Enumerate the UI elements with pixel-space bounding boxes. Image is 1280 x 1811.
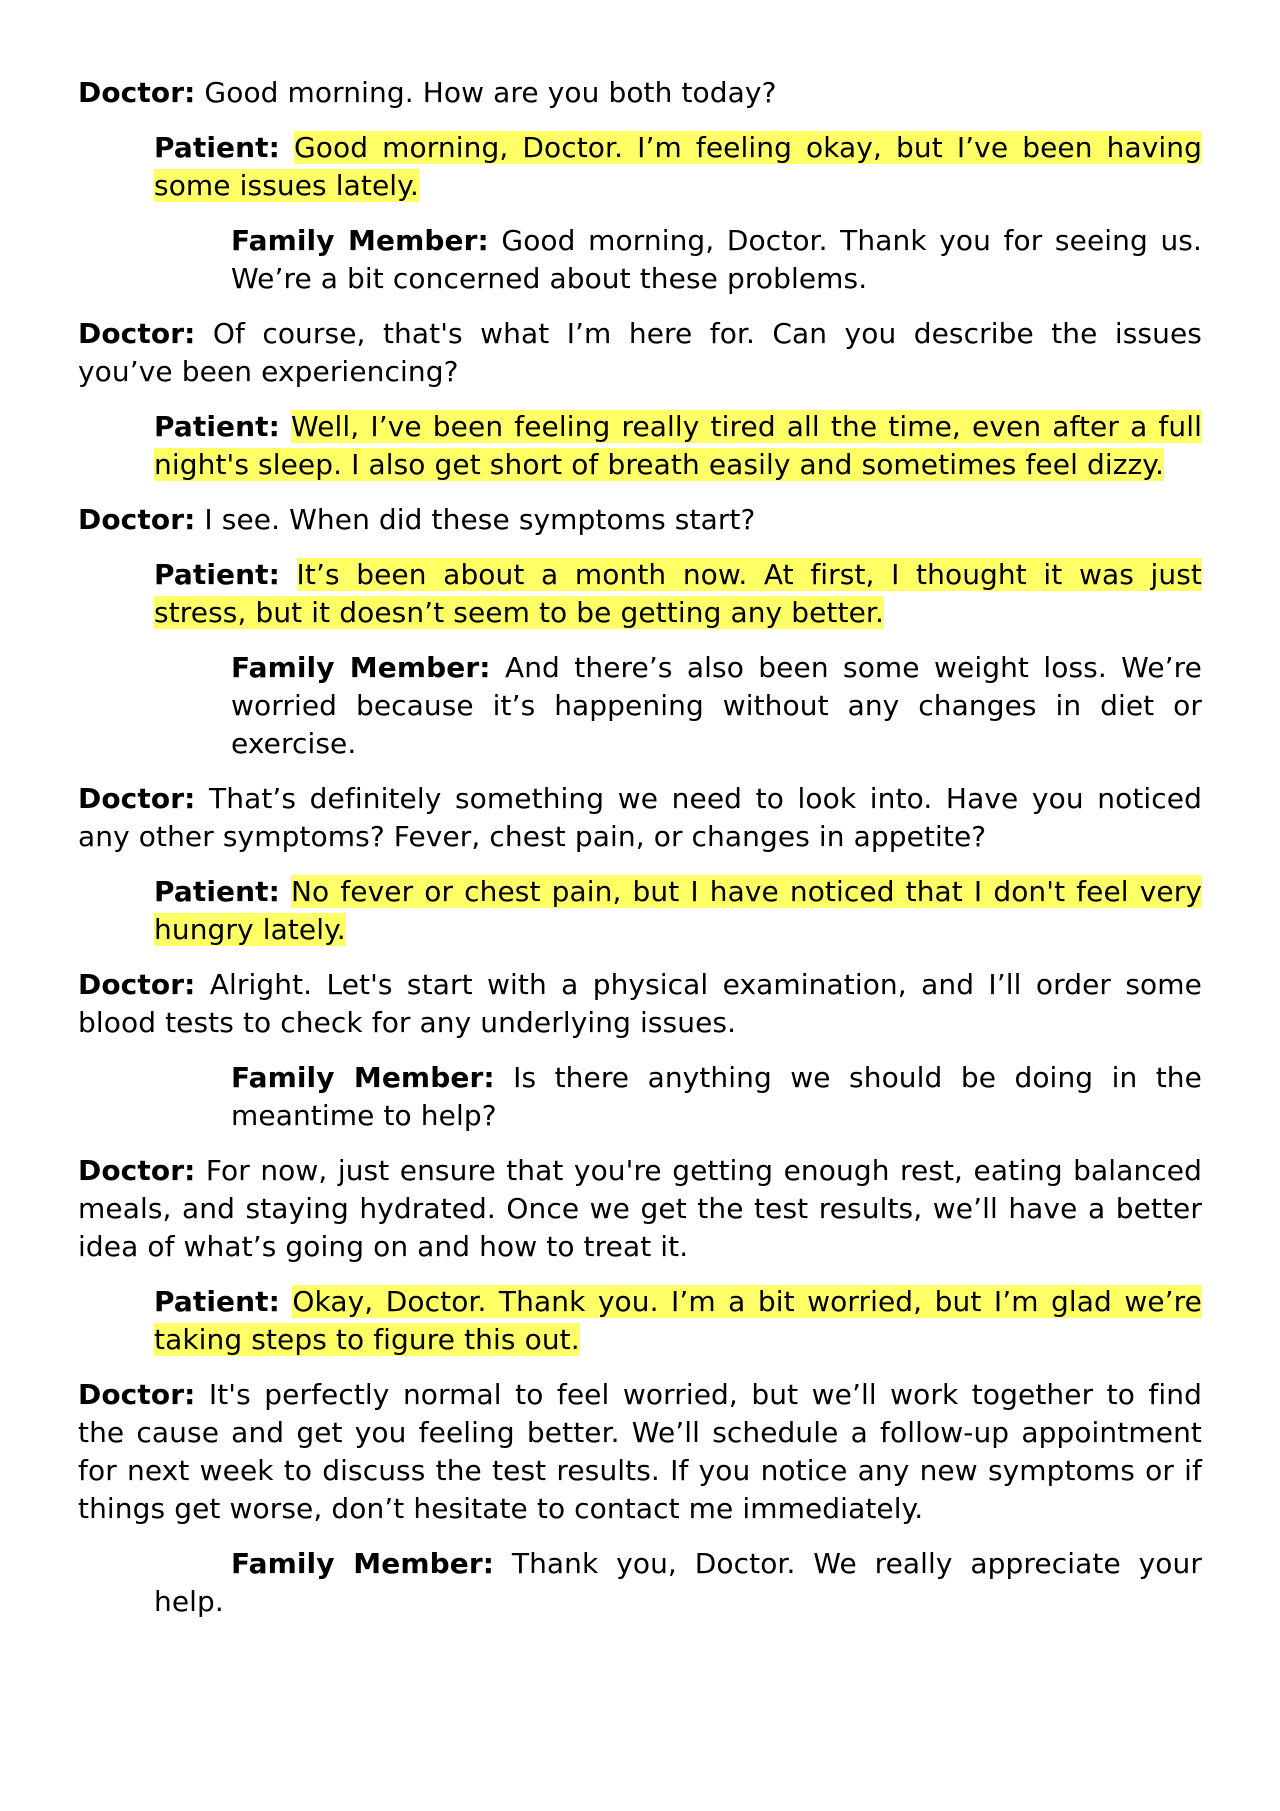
highlighted-utterance: Good morning, Doctor. I’m feeling okay, but I’ve been having some issues lately. <box>154 131 1202 202</box>
dialogue-turn-patient <box>154 1283 1202 1359</box>
highlighted-utterance: It’s been about a month now. At first, I thought it was just stress, but it doesn’t seem to be getting any better. <box>154 558 1202 629</box>
utterance: I see. When did these symptoms start? <box>204 503 756 536</box>
speaker-label: Doctor: <box>78 782 196 815</box>
dialogue-turn-patient <box>154 556 1202 632</box>
speaker-label: Patient: <box>154 875 280 908</box>
utterance: That’s definitely something we need to look into. Have you noticed any other symptoms? Fever, chest pain, or changes in appetite? <box>78 782 1202 853</box>
speaker-label: Doctor: <box>78 76 196 109</box>
dialogue-turn-doctor <box>78 501 1202 539</box>
dialogue-turn-patient <box>154 408 1202 484</box>
speaker-label: Doctor: <box>78 1154 196 1187</box>
utterance: Alright. Let's start with a physical examination, and I’ll order some blood tests to check for any underlying issues. <box>78 968 1202 1039</box>
speaker-label: Patient: <box>154 131 280 164</box>
speaker-label: Doctor: <box>78 503 196 536</box>
utterance: For now, just ensure that you're getting enough rest, eating balanced meals, and staying hydrated. Once we get the test results, we’ll have a better idea of what’s going on and how to treat it. <box>78 1154 1202 1263</box>
dialogue-turn-patient <box>154 129 1202 205</box>
utterance: It's perfectly normal to feel worried, but we’ll work together to find the cause and get you feeling better. We’ll schedule a follow-up appointment for next week to discuss the test results. If you notice any new symptoms or if things get worse, don’t hesitate to contact me immediately. <box>78 1378 1202 1525</box>
speaker-label: Doctor: <box>78 968 196 1001</box>
dialogue-turn-family-member <box>231 222 1202 298</box>
highlighted-utterance: No fever or chest pain, but I have noticed that I don't feel very hungry lately. <box>154 875 1202 946</box>
speaker-label: Family Member: <box>231 651 491 684</box>
utterance: Thank you, Doctor. We really appreciate your help. <box>154 1547 1202 1618</box>
speaker-label: Doctor: <box>78 1378 196 1411</box>
utterance: Is there anything we should be doing in the meantime to help? <box>231 1061 1202 1132</box>
utterance: Of course, that's what I’m here for. Can you describe the issues you’ve been experiencing? <box>78 317 1202 388</box>
dialogue-turn-doctor <box>78 315 1202 391</box>
speaker-label: Family Member: <box>231 1547 495 1580</box>
dialogue-turn-family-member <box>231 1059 1202 1135</box>
dialogue-turn-doctor <box>78 966 1202 1042</box>
dialogue-turn-doctor <box>78 1376 1202 1528</box>
dialogue-turn-patient <box>154 873 1202 949</box>
speaker-label: Patient: <box>154 1285 280 1318</box>
transcript <box>78 74 1202 1638</box>
speaker-label: Family Member: <box>231 1061 495 1094</box>
dialogue-turn-family-member <box>154 1545 1202 1621</box>
highlighted-utterance: Well, I’ve been feeling really tired all the time, even after a full night's sleep. I also get short of breath easily and sometimes feel dizzy. <box>154 410 1202 481</box>
dialogue-turn-doctor <box>78 1152 1202 1266</box>
utterance: Good morning. How are you both today? <box>204 76 777 109</box>
dialogue-turn-doctor <box>78 74 1202 112</box>
speaker-label: Patient: <box>154 410 280 443</box>
speaker-label: Family Member: <box>231 224 489 257</box>
speaker-label: Patient: <box>154 558 280 591</box>
utterance: Good morning, Doctor. Thank you for seeing us. We’re a bit concerned about these problems. <box>231 224 1202 295</box>
speaker-label: Doctor: <box>78 317 196 350</box>
utterance: And there’s also been some weight loss. We’re worried because it’s happening without any changes in diet or exercise. <box>231 651 1202 760</box>
dialogue-turn-doctor <box>78 780 1202 856</box>
dialogue-turn-family-member <box>231 649 1202 763</box>
highlighted-utterance: Okay, Doctor. Thank you. I’m a bit worried, but I’m glad we’re taking steps to figure this out. <box>154 1285 1202 1356</box>
